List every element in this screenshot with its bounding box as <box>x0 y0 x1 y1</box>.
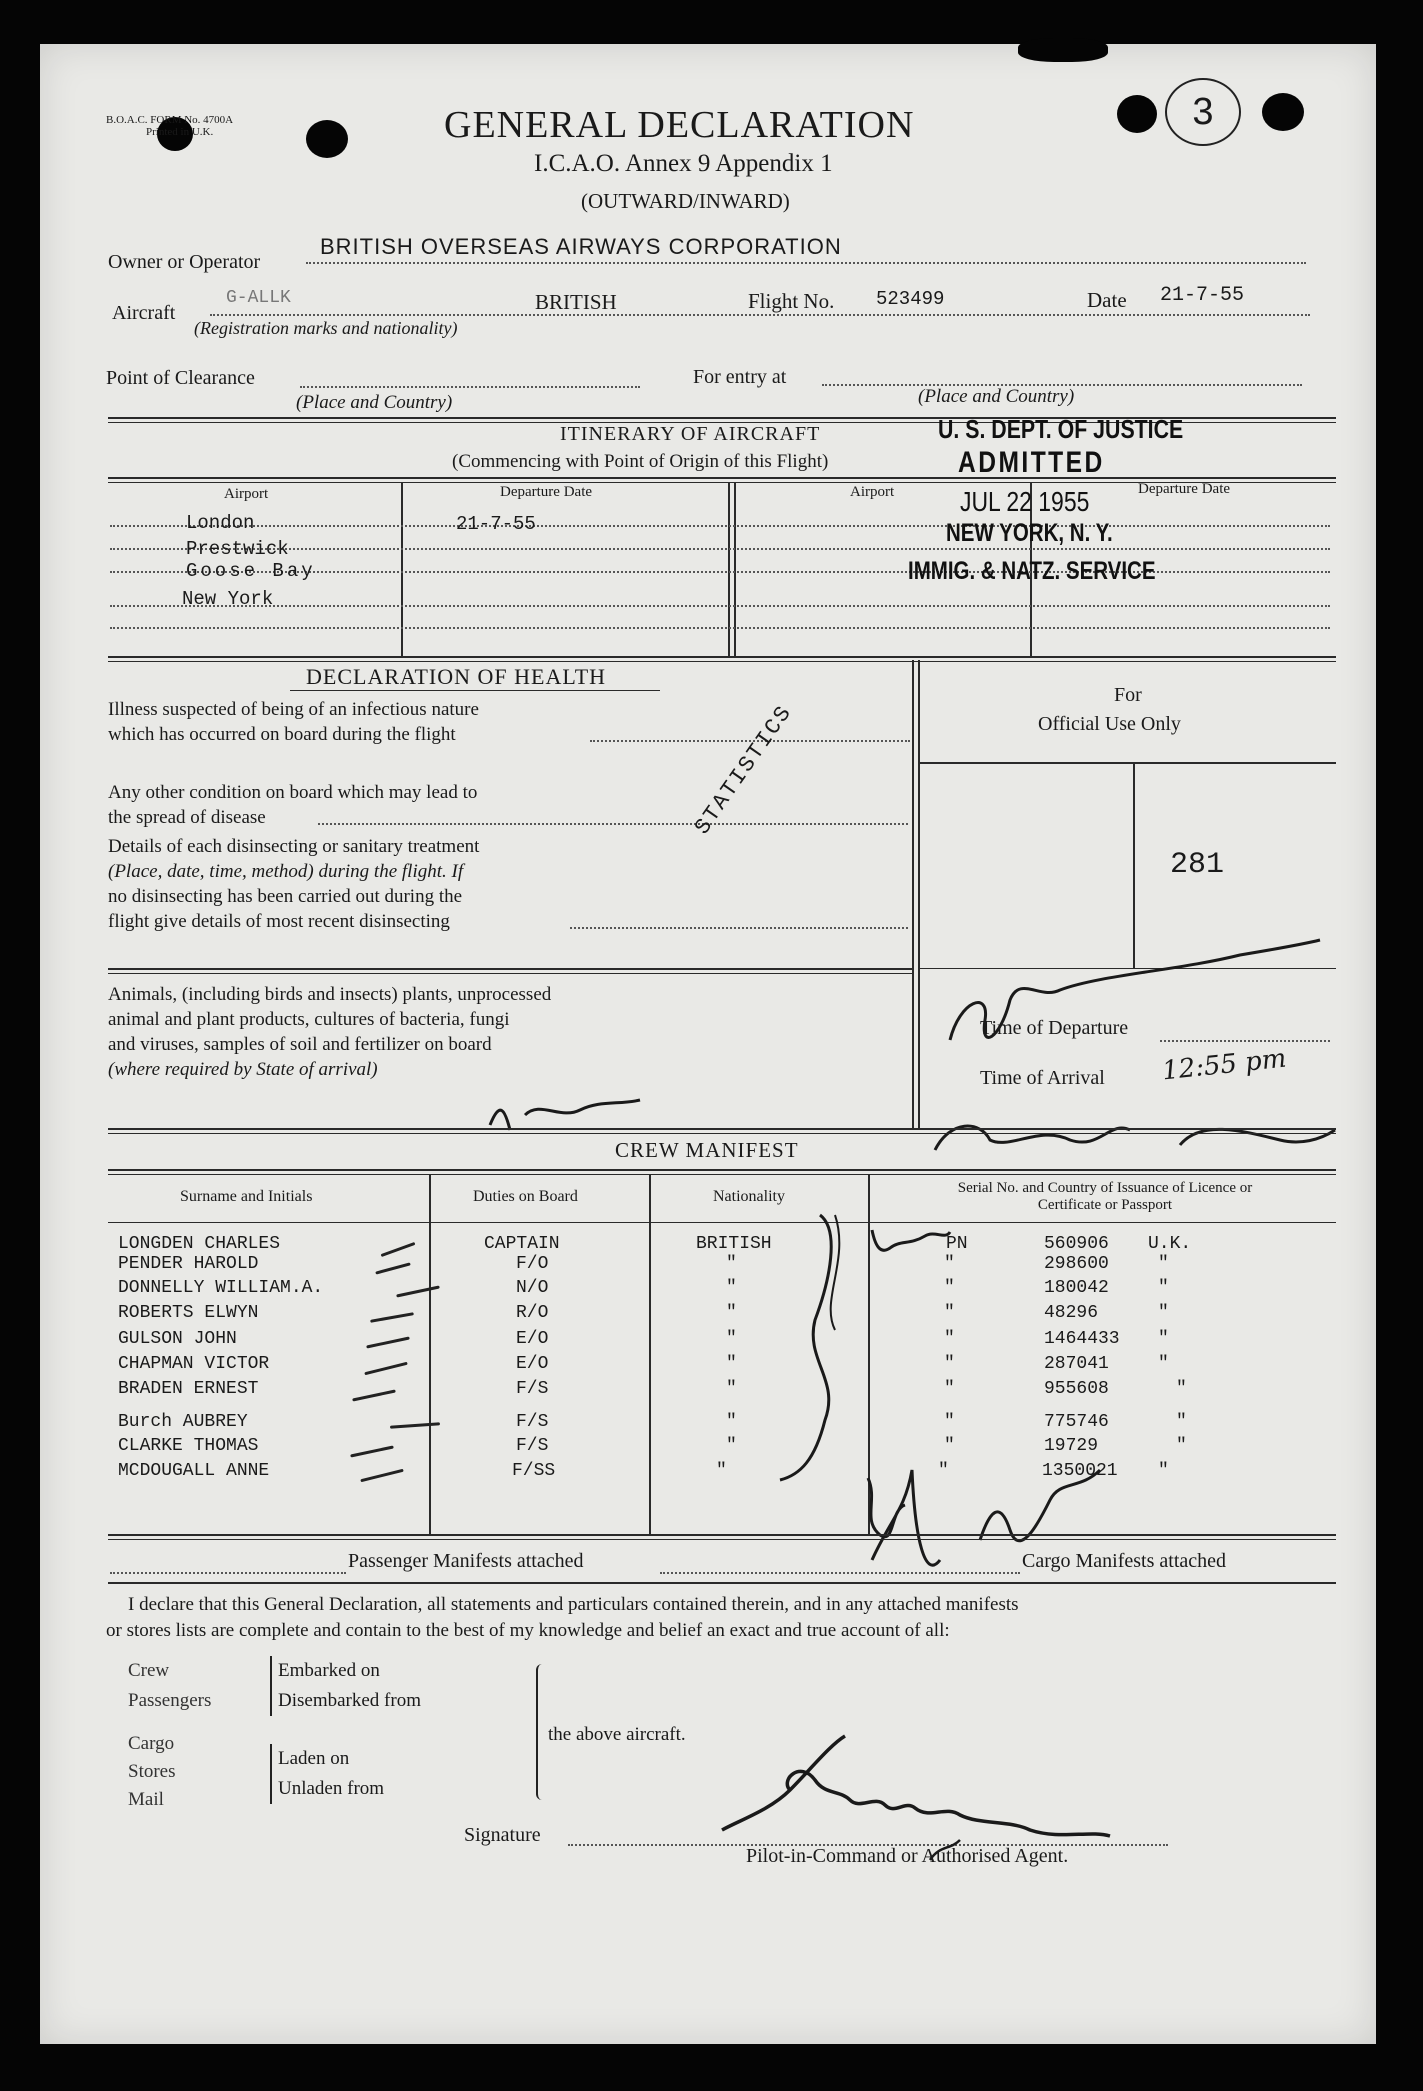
crew-country: U.K. <box>1148 1234 1192 1254</box>
crew-header-duties: Duties on Board <box>473 1188 578 1205</box>
itin-airport-2: Prestwick <box>186 538 289 560</box>
crew-nationality: " <box>726 1379 737 1399</box>
crew-nationality: " <box>726 1254 737 1274</box>
entry-hint: (Place and Country) <box>918 386 1075 407</box>
crew-serial: 1350021 <box>1042 1461 1118 1481</box>
crew-country: " <box>1176 1379 1187 1399</box>
crew-country: " <box>1158 1354 1169 1374</box>
itin-col-departure-2: Departure Date <box>1138 481 1231 497</box>
owner-label: Owner or Operator <box>108 251 261 273</box>
declaration-line2: or stores lists are complete and contain to the best of my knowledge and belief an exact and true account of all: <box>106 1620 950 1641</box>
crew-nationality: " <box>716 1461 727 1481</box>
passenger-manifests-label: Passenger Manifests attached <box>348 1550 584 1572</box>
page-title: GENERAL DECLARATION <box>444 104 915 146</box>
decl-disembarked: Disembarked from <box>278 1690 421 1711</box>
crew-doc-prefix: " <box>944 1436 955 1456</box>
crew-duty: CAPTAIN <box>484 1234 560 1254</box>
aircraft-hint: (Registration marks and nationality) <box>194 318 458 338</box>
form-id-line2: Printed in U.K. <box>146 126 214 138</box>
crew-serial: 180042 <box>1044 1278 1109 1298</box>
crew-doc-prefix: " <box>944 1254 955 1274</box>
arrival-time-value: 12:55 pm <box>1160 1043 1288 1087</box>
signature-scribble <box>722 1736 1110 1836</box>
crew-country: " <box>1158 1461 1169 1481</box>
crew-serial: 298600 <box>1044 1254 1109 1274</box>
crew-doc-prefix: PN <box>946 1234 968 1254</box>
page-subtitle: I.C.A.O. Annex 9 Appendix 1 <box>534 150 833 177</box>
decl-tail: the above aircraft. <box>548 1724 686 1745</box>
crew-nationality: " <box>726 1329 737 1349</box>
crew-country: " <box>1158 1278 1169 1298</box>
crew-name: PENDER HAROLD <box>118 1254 259 1274</box>
crew-name: LONGDEN CHARLES <box>118 1234 281 1254</box>
crew-doc-prefix: " <box>944 1412 955 1432</box>
immigration-stamp-line3: JUL 22 1955 <box>960 486 1090 517</box>
crew-serial: 48296 <box>1044 1303 1099 1323</box>
statistics-stamp: STATISTICS <box>690 700 798 840</box>
crew-title: CREW MANIFEST <box>615 1138 799 1162</box>
crew-country: " <box>1176 1436 1187 1456</box>
decl-cargo: Cargo <box>128 1733 175 1754</box>
crew-serial: 955608 <box>1044 1379 1109 1399</box>
crew-duty: F/S <box>516 1379 549 1399</box>
itin-col-departure-1: Departure Date <box>500 484 593 500</box>
health-q4-line1: Animals, (including birds and insects) plants, unprocessed <box>108 984 552 1005</box>
decl-mail: Mail <box>128 1789 164 1810</box>
crew-header-name: Surname and Initials <box>180 1188 313 1205</box>
health-q1-line2: which has occurred on board during the flight <box>108 724 456 745</box>
date-label: Date <box>1087 288 1127 312</box>
crew-serial: 1464433 <box>1044 1329 1120 1349</box>
itin-departure-1: 21-7-55 <box>456 513 536 535</box>
health-q4-line3: and viruses, samples of soil and fertilizer on board <box>108 1034 492 1055</box>
immigration-stamp-line1: U. S. DEPT. OF JUSTICE <box>938 414 1184 444</box>
health-q4-line4: (where required by State of arrival) <box>108 1059 378 1080</box>
direction-label: (OUTWARD/INWARD) <box>581 189 790 213</box>
crew-duty: R/O <box>516 1303 549 1323</box>
crew-duty: E/O <box>516 1354 549 1374</box>
crew-serial: 287041 <box>1044 1354 1109 1374</box>
clearance-hint: (Place and Country) <box>296 392 453 413</box>
crew-nationality: " <box>726 1278 737 1298</box>
health-q1-line1: Illness suspected of being of an infectious nature <box>108 699 479 720</box>
health-q3-line2: (Place, date, time, method) during the flight. If <box>108 861 464 882</box>
crew-serial: 560906 <box>1044 1234 1109 1254</box>
declaration-line1: I declare that this General Declaration, all statements and particulars contained therein, and in any attached manifests <box>128 1594 1019 1615</box>
crew-name: MCDOUGALL ANNE <box>118 1461 270 1481</box>
aircraft-label: Aircraft <box>112 302 176 324</box>
immigration-stamp-line4: NEW YORK, N. Y. <box>946 519 1113 547</box>
itinerary-subtitle: (Commencing with Point of Origin of this Flight) <box>452 451 829 472</box>
crew-duty: F/O <box>516 1254 549 1274</box>
health-q3-line4: flight give details of most recent disinsecting <box>108 911 450 932</box>
crew-nationality: BRITISH <box>696 1234 772 1254</box>
crew-country: " <box>1158 1329 1169 1349</box>
form-id-line1: B.O.A.C. FORM No. 4700A <box>106 114 234 126</box>
page-number: 3 <box>1165 78 1241 146</box>
itin-col-airport-1: Airport <box>224 486 269 502</box>
immigration-stamp-line5: IMMIG. & NATZ. SERVICE <box>908 557 1156 585</box>
signature-scribble <box>930 1840 960 1860</box>
decl-passengers: Passengers <box>128 1690 212 1711</box>
owner-value: BRITISH OVERSEAS AIRWAYS CORPORATION <box>320 234 842 259</box>
crew-header-nationality: Nationality <box>713 1188 785 1205</box>
itin-airport-4: New York <box>182 588 274 610</box>
flight-label: Flight No. <box>748 289 835 313</box>
crew-name: DONNELLY WILLIAM.A. <box>118 1278 324 1298</box>
crew-country: " <box>1158 1303 1169 1323</box>
aircraft-nationality: BRITISH <box>535 290 617 314</box>
decl-unladen: Unladen from <box>278 1778 385 1799</box>
signature-role: Pilot-in-Command or Authorised Agent. <box>746 1845 1069 1867</box>
immigration-stamp-line2: ADMITTED <box>958 446 1105 479</box>
clearance-label: Point of Clearance <box>106 367 255 389</box>
official-use-line2: Official Use Only <box>1038 713 1181 735</box>
itinerary-title: ITINERARY OF AIRCRAFT <box>560 423 821 445</box>
crew-nationality: " <box>726 1412 737 1432</box>
crew-name: CLARKE THOMAS <box>118 1436 259 1456</box>
cargo-manifests-label: Cargo Manifests attached <box>1022 1550 1227 1572</box>
crew-doc-prefix: " <box>944 1379 955 1399</box>
health-q3-line1: Details of each disinsecting or sanitary treatment <box>108 836 480 857</box>
crew-name: BRADEN ERNEST <box>118 1379 259 1399</box>
health-q2-line2: the spread of disease <box>108 807 266 828</box>
crew-header-licence: Serial No. and Country of Issuance of Licence or Certificate or Passport <box>957 1180 1253 1213</box>
itin-airport-1: London <box>186 512 255 534</box>
crew-nationality: " <box>726 1354 737 1374</box>
crew-name: Burch AUBREY <box>118 1412 248 1432</box>
crew-nationality: " <box>726 1303 737 1323</box>
crew-name: GULSON JOHN <box>118 1329 237 1349</box>
health-q2-line1: Any other condition on board which may lead to <box>108 782 478 803</box>
crew-serial: 775746 <box>1044 1412 1109 1432</box>
health-q3-line3: no disinsecting has been carried out during the <box>108 886 463 907</box>
crew-name: CHAPMAN VICTOR <box>118 1354 270 1374</box>
decl-stores: Stores <box>128 1761 176 1782</box>
flight-number: 523499 <box>876 288 945 310</box>
official-use-line1: For <box>1114 684 1142 706</box>
signature-label: Signature <box>464 1824 541 1846</box>
crew-doc-prefix: " <box>944 1278 955 1298</box>
aircraft-registration: G-ALLK <box>226 288 291 308</box>
departure-time-label: Time of Departure <box>980 1017 1129 1039</box>
crew-duty: N/O <box>516 1278 549 1298</box>
crew-country: " <box>1176 1412 1187 1432</box>
crew-duty: F/SS <box>512 1461 556 1481</box>
crew-duty: F/S <box>516 1436 549 1456</box>
itin-airport-3: Goose Bay <box>186 560 316 582</box>
crew-duty: F/S <box>516 1412 549 1432</box>
health-title: DECLARATION OF HEALTH <box>306 664 607 689</box>
crew-doc-prefix: " <box>944 1354 955 1374</box>
date-value: 21-7-55 <box>1160 284 1245 307</box>
decl-embarked: Embarked on <box>278 1660 380 1681</box>
arrival-time-label: Time of Arrival <box>980 1067 1105 1089</box>
crew-country: " <box>1158 1254 1169 1274</box>
crew-serial: 19729 <box>1044 1436 1099 1456</box>
crew-doc-prefix: " <box>944 1303 955 1323</box>
itin-col-airport-2: Airport <box>850 484 895 500</box>
entry-label: For entry at <box>693 366 787 388</box>
crew-nationality: " <box>726 1436 737 1456</box>
crew-doc-prefix: " <box>944 1329 955 1349</box>
crew-duty: E/O <box>516 1329 549 1349</box>
health-q4-line2: animal and plant products, cultures of bacteria, fungi <box>108 1009 510 1030</box>
decl-laden: Laden on <box>278 1748 350 1769</box>
official-number: 281 <box>1170 848 1225 882</box>
crew-name: ROBERTS ELWYN <box>118 1303 259 1323</box>
decl-crew: Crew <box>128 1660 170 1681</box>
crew-doc-prefix: " <box>938 1461 949 1481</box>
